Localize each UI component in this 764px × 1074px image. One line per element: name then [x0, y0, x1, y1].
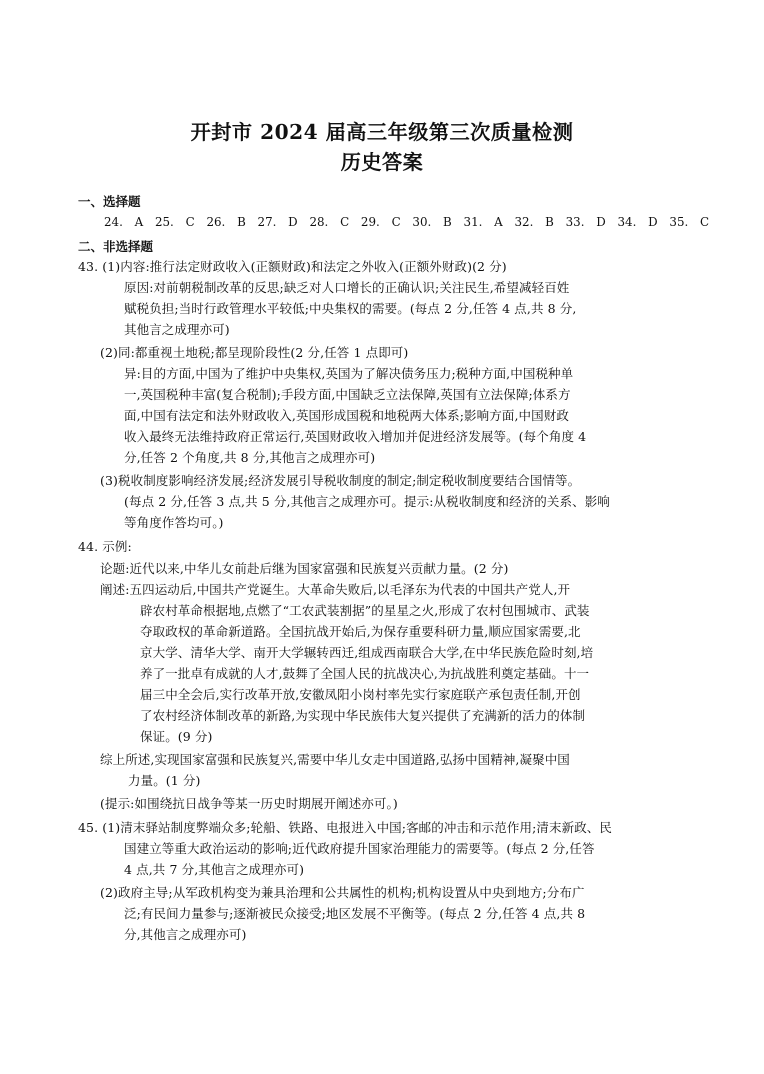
q44-line: 44. 示例:: [78, 539, 132, 554]
q43-part2-line: 分,任答 2 个角度,共 8 分,其他言之成理亦可): [124, 450, 376, 465]
document-title: 开封市 2024 届高三年级第三次质量检测: [190, 120, 574, 144]
q43-part1-line: 原因:对前朝税制改革的反思;缺乏对人口增长的正确认识;关注民生,希望减轻百姓: [124, 280, 570, 295]
q44-line: 夺取政权的革命新道路。全国抗战开始后,为保存重要科研力量,顺应国家需要,北: [140, 624, 581, 639]
q44-line: 辟农村革命根据地,点燃了“工农武装割据”的星星之火,形成了农村包围城市、武装: [140, 603, 590, 618]
q44-line: 力量。(1 分): [128, 773, 201, 788]
q44-line: 京大学、清华大学、南开大学辗转西迁,组成西南联合大学,在中华民族危险时刻,培: [140, 645, 594, 660]
q45-part1-line: 4 点,共 7 分,其他言之成理亦可): [124, 862, 305, 877]
q43-part1-line: 其他言之成理亦可): [124, 322, 230, 337]
q43-part3-line: (3)税收制度影响经济发展;经济发展引导税收制度的制定;制定税收制度要结合国情等。: [100, 473, 581, 488]
q44-line: 论题:近代以来,中华儿女前赴后继为国家富强和民族复兴贡献力量。(2 分): [100, 561, 509, 576]
q45-part2-line: 分,其他言之成理亦可): [124, 927, 247, 942]
q44-line: 保证。(9 分): [140, 729, 213, 744]
q44-line: 了农村经济体制改革的新路,为实现中华民族伟大复兴提供了充满新的活力的体制: [140, 708, 586, 723]
q45-part1-line: 45. (1)清末驿站制度弊端众多;轮船、铁路、电报进入中国;客邮的冲击和示范作用;清末新政、民: [78, 820, 612, 835]
section-heading-multiple-choice: 一、选择题: [78, 194, 141, 209]
q44-line: 养了一批卓有成就的人才,鼓舞了全国人民的抗战决心,为抗战胜利奠定基础。十一: [140, 666, 590, 681]
document-subtitle: 历史答案: [340, 150, 424, 174]
q43-part3-line: 等角度作答均可。): [124, 515, 224, 530]
q44-hint: (提示:如围绕抗日战争等某一历史时期展开阐述亦可。): [100, 796, 398, 811]
q43-part2-line: 异:目的方面,中国为了维护中央集权,英国为了解决债务压力;税种方面,中国税种单: [124, 366, 574, 381]
q44-line: 阐述:五四运动后,中国共产党诞生。大革命失败后,以毛泽东为代表的中国共产党人,开: [100, 582, 571, 597]
q43-part2-line: 面,中国有法定和法外财政收入,英国形成国税和地税两大体系;影响方面,中国财政: [124, 408, 569, 423]
q44-line: 届三中全会后,实行改革开放,安徽凤阳小岗村率先实行家庭联产承包责任制,开创: [140, 687, 581, 702]
multiple-choice-answers: 24. A 25. C 26. B 27. D 28. C 29. C 30. B 31. A 32. B 33. D 34. D 35. C: [104, 215, 710, 229]
q43-part1-line: 赋税负担;当时行政管理水平较低;中央集权的需要。(每点 2 分,任答 4 点,共 8 分,: [124, 301, 577, 316]
q45-part2-line: 泛;有民间力量参与;逐渐被民众接受;地区发展不平衡等。(每点 2 分,任答 4 点,共 8: [124, 906, 586, 921]
section-heading-non-choice: 二、非选择题: [78, 239, 154, 254]
q43-part3-line: (每点 2 分,任答 3 点,共 5 分,其他言之成理亦可。提示:从税收制度和经济的关系、影响: [124, 494, 610, 509]
q44-line: 综上所述,实现国家富强和民族复兴,需要中华儿女走中国道路,弘扬中国精神,凝聚中国: [100, 752, 570, 767]
q43-part2-line: (2)同:都重视土地税;都呈现阶段性(2 分,任答 1 点即可): [100, 345, 409, 360]
q43-part1-line: 43. (1)内容:推行法定财政收入(正额财政)和法定之外收入(正额外财政)(2 分): [78, 259, 507, 274]
q45-part2-line: (2)政府主导;从军政机构变为兼具治理和公共属性的机构;机构设置从中央到地方;分布广: [100, 885, 585, 900]
q43-part2-line: 一,英国税种丰富(复合税制);手段方面,中国缺乏立法保障,英国有立法保障;体系方: [124, 387, 571, 402]
q45-part1-line: 国建立等重大政治运动的影响;近代政府提升国家治理能力的需要等。(每点 2 分,任答: [124, 841, 595, 856]
q43-part2-line: 收入最终无法维持政府正常运行,英国财政收入增加并促进经济发展等。(每个角度 4: [124, 429, 587, 444]
